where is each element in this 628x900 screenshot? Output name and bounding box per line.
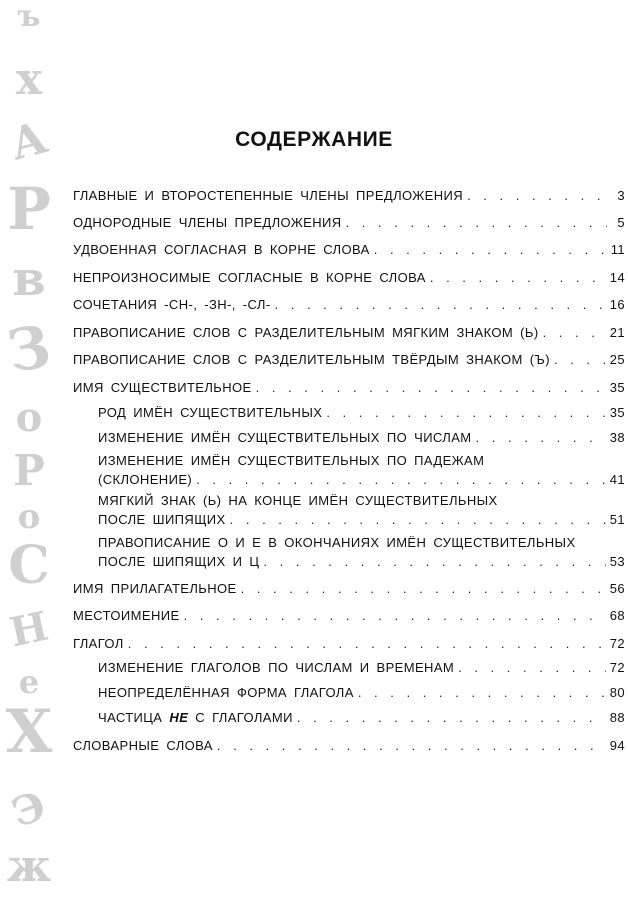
- toc-entry-page: 11: [610, 242, 625, 257]
- toc-subentry[interactable]: [98, 428, 625, 445]
- toc-entry-title-line2: ПОСЛЕ ШИПЯЩИХ: [98, 512, 226, 527]
- toc-entry-title: ПРАВОПИСАНИЕ СЛОВ С РАЗДЕЛИТЕЛЬНЫМ МЯГКИМ ЗНАКОМ (Ь): [73, 325, 539, 340]
- dot-leader: [297, 710, 606, 725]
- toc-entry-page: 72: [609, 636, 625, 651]
- dot-leader: [263, 554, 605, 569]
- decorative-letter-4: Р: [7, 175, 51, 243]
- toc-entry[interactable]: [73, 323, 625, 340]
- decorative-letter-10: С: [8, 535, 50, 596]
- dot-leader: [128, 636, 606, 651]
- toc-entry-title-line2: ПОСЛЕ ШИПЯЩИХ И Ц: [98, 554, 260, 569]
- toc-entry[interactable]: [73, 350, 625, 367]
- toc-subentry[interactable]: [98, 403, 625, 420]
- dot-leader: [184, 608, 606, 623]
- toc-entry-title: ИЗМЕНЕНИЕ ИМЁН СУЩЕСТВИТЕЛЬНЫХ ПО ЧИСЛАМ: [98, 430, 472, 445]
- dot-leader: [374, 242, 607, 257]
- decorative-letter-3: А: [4, 112, 53, 171]
- toc-entry-title: ГЛАВНЫЕ И ВТОРОСТЕПЕННЫЕ ЧЛЕНЫ ПРЕДЛОЖЕНИЯ: [73, 188, 464, 203]
- dot-leader: [256, 380, 606, 395]
- toc-entry-title: ПРАВОПИСАНИЕ СЛОВ С РАЗДЕЛИТЕЛЬНЫМ ТВЁРДЫМ ЗНАКОМ (Ъ): [73, 352, 550, 367]
- toc-entry-page: 68: [609, 608, 625, 623]
- toc-entry-page: 72: [609, 660, 625, 675]
- toc-entry-title: НЕОПРЕДЕЛЁННАЯ ФОРМА ГЛАГОЛА: [98, 685, 354, 700]
- dot-leader: [326, 405, 605, 420]
- toc-entry-title: ГЛАГОЛ: [73, 636, 124, 651]
- toc-entry-page: 35: [609, 380, 625, 395]
- toc-entry-title: ИМЯ СУЩЕСТВИТЕЛЬНОЕ: [73, 380, 252, 395]
- toc-entry[interactable]: [73, 240, 625, 257]
- toc-entry-page: 14: [609, 270, 625, 285]
- toc-entry-title: ОДНОРОДНЫЕ ЧЛЕНЫ ПРЕДЛОЖЕНИЯ: [73, 215, 342, 230]
- dot-leader: [230, 512, 606, 527]
- toc-entry-title: ИЗМЕНЕНИЕ ГЛАГОЛОВ ПО ЧИСЛАМ И ВРЕМЕНАМ: [98, 660, 455, 675]
- dot-leader: [196, 472, 606, 487]
- toc-subentry[interactable]: [98, 453, 625, 487]
- toc-entry[interactable]: [73, 378, 625, 395]
- decorative-letter-8: Р: [13, 446, 45, 495]
- toc-subentry[interactable]: [98, 658, 625, 675]
- toc-entry-page: 16: [609, 297, 625, 312]
- toc-title-prefix: ЧАСТИЦА: [98, 710, 163, 725]
- toc-entry[interactable]: [73, 213, 625, 230]
- dot-leader: [358, 685, 606, 700]
- toc-subentry[interactable]: [98, 708, 625, 725]
- toc-entry-title-line1: ПРАВОПИСАНИЕ О И Е В ОКОНЧАНИЯХ ИМЁН СУЩЕСТВИТЕЛЬНЫХ: [98, 535, 576, 550]
- decorative-letter-6: З: [2, 311, 56, 387]
- decorative-letter-7: о: [15, 394, 43, 441]
- dot-leader: [476, 430, 606, 445]
- toc-subentry[interactable]: [98, 683, 625, 700]
- decorative-letter-5: в: [12, 251, 46, 307]
- toc-entry-page: 53: [609, 554, 625, 569]
- decorative-letter-2: х: [15, 54, 43, 105]
- toc-subentry[interactable]: [98, 493, 625, 527]
- decorative-letter-11: Н: [5, 602, 53, 657]
- toc-entry-title: РОД ИМЁН СУЩЕСТВИТЕЛЬНЫХ: [98, 405, 323, 420]
- decorative-letter-12: е: [18, 663, 40, 701]
- toc-entry-page: 80: [609, 685, 625, 700]
- toc-entry[interactable]: [73, 268, 625, 285]
- toc-entry-title-line1: ИЗМЕНЕНИЕ ИМЁН СУЩЕСТВИТЕЛЬНЫХ ПО ПАДЕЖАМ: [98, 453, 485, 468]
- toc-entry-title: СЛОВАРНЫЕ СЛОВА: [73, 738, 213, 753]
- decorative-letter-13: Х: [5, 697, 53, 767]
- toc-entry[interactable]: [73, 606, 625, 623]
- toc-entry-title: УДВОЕННАЯ СОГЛАСНАЯ В КОРНЕ СЛОВА: [73, 242, 370, 257]
- toc-entry[interactable]: [73, 634, 625, 651]
- toc-entry-title-line2: (СКЛОНЕНИЕ): [98, 472, 193, 487]
- toc-entry-page: 38: [609, 430, 625, 445]
- decorative-letter-15: ж: [6, 841, 52, 892]
- toc-entry-page: 51: [609, 512, 625, 527]
- toc-subentry[interactable]: [98, 535, 625, 569]
- toc-entry-page: 88: [609, 710, 625, 725]
- dot-leader: [241, 581, 606, 596]
- toc-entry-title: СОЧЕТАНИЯ -СН-, -ЗН-, -СЛ-: [73, 297, 271, 312]
- toc-entry-page: 25: [609, 352, 625, 367]
- toc-entry-page: 3: [617, 188, 625, 203]
- dot-leader: [467, 188, 607, 203]
- dot-leader: [543, 325, 606, 340]
- toc-entry-page: 41: [609, 472, 625, 487]
- toc-entry-title: [98, 710, 293, 725]
- toc-entry-page: 56: [609, 581, 625, 596]
- dot-leader: [554, 352, 606, 367]
- decorative-letter-14: Э: [5, 782, 52, 838]
- page-title: СОДЕРЖАНИЕ: [235, 128, 393, 151]
- toc-entry-page: 94: [609, 738, 625, 753]
- dot-leader: [346, 215, 607, 230]
- toc-title-emphasis: НЕ: [169, 710, 189, 725]
- toc-entry-title: ИМЯ ПРИЛАГАТЕЛЬНОЕ: [73, 581, 237, 596]
- toc-entry[interactable]: [73, 579, 625, 596]
- toc-entry[interactable]: [73, 295, 625, 312]
- toc-entry-title-line1: МЯГКИЙ ЗНАК (Ь) НА КОНЦЕ ИМЁН СУЩЕСТВИТЕЛЬНЫХ: [98, 493, 498, 508]
- toc-entry-page: 21: [609, 325, 625, 340]
- decorative-letter-9: о: [17, 497, 41, 537]
- decorative-letter-1: ъ: [17, 0, 41, 34]
- toc-title-suffix: С ГЛАГОЛАМИ: [195, 710, 293, 725]
- dot-leader: [458, 660, 606, 675]
- toc-entry-page: 5: [617, 215, 625, 230]
- dot-leader: [217, 738, 606, 753]
- dot-leader: [275, 297, 606, 312]
- toc-entry-page: 35: [609, 405, 625, 420]
- toc-entry-title: НЕПРОИЗНОСИМЫЕ СОГЛАСНЫЕ В КОРНЕ СЛОВА: [73, 270, 426, 285]
- toc-entry[interactable]: [73, 186, 625, 203]
- dot-leader: [430, 270, 606, 285]
- toc-entry[interactable]: [73, 736, 625, 753]
- toc-entry-title: МЕСТОИМЕНИЕ: [73, 608, 180, 623]
